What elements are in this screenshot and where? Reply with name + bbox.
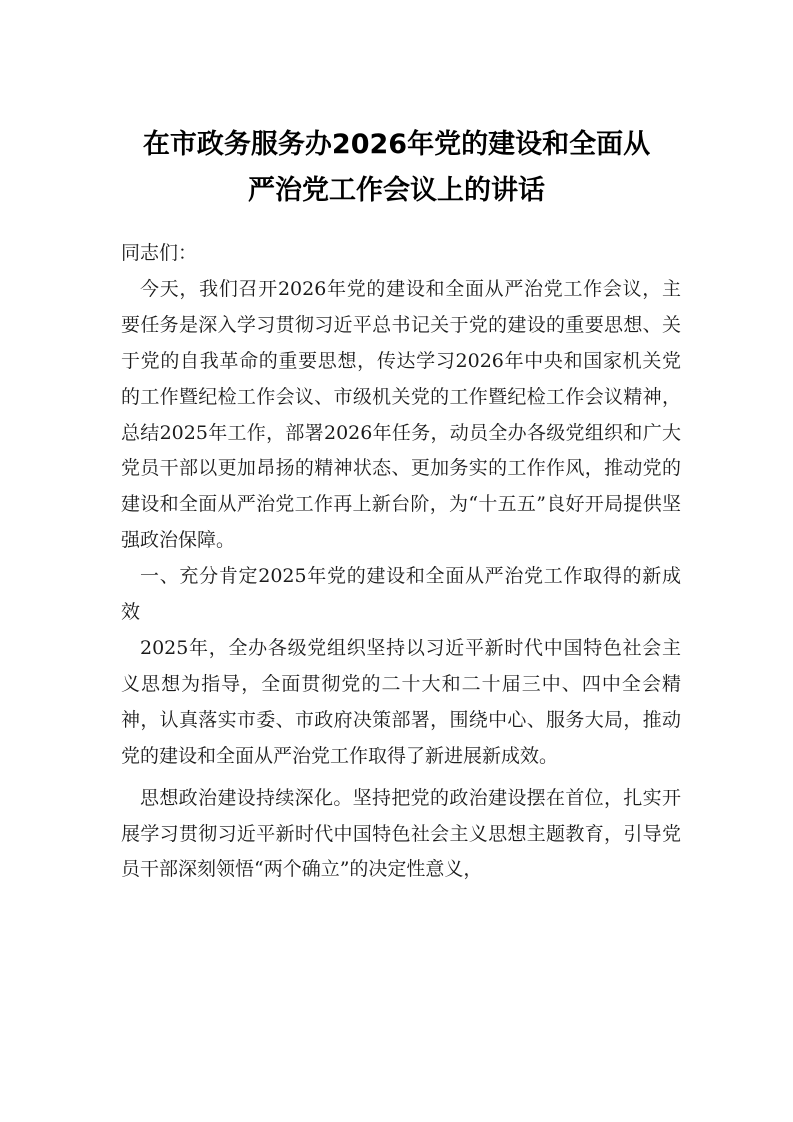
document-title-line-1: 在市政务服务办2026年党的建设和全面从 [142, 129, 651, 160]
paragraph-opening: 今天，我们召开2026年党的建设和全面从严治党工作会议，主要任务是深入学习贯彻习近平总书记关于党的建设的重要思想、关于党的自我革命的重要思想，传达学习2026年中央和国家机关党的工作暨纪检工作会议、市级机关党的工作暨纪检工作会议精神，总结2025年工作，部署2026年任务，动员全办各级党组织和广大党员干部以更加昂扬的精神状态、更加务实的工作作风，推动党的建设和全面从严治党工作再上新台阶，为“十五五”良好开局提供坚强政治保障。 [121, 277, 681, 552]
document-body [121, 236, 681, 888]
paragraph-2025-summary: 2025年，全办各级党组织坚持以习近平新时代中国特色社会主义思想为指导，全面贯彻党的二十大和二十届三中、四中全会精神，认真落实市委、市政府决策部署，围绕中心、服务大局，推动党的建设和全面从严治党工作取得了新进展新成效。 [121, 636, 681, 767]
paragraph-ideological-political: 思想政治建设持续深化。坚持把党的政治建设摆在首位，扎实开展学习贯彻习近平新时代中国特色社会主义思想主题教育，引导党员干部深刻领悟“两个确立”的决定性意义， [121, 786, 681, 881]
salutation: 同志们： [121, 242, 198, 264]
section-heading-1: 一、充分肯定2025年党的建设和全面从严治党工作取得的新成效 [121, 565, 681, 624]
document-title-line-2: 严治党工作会议上的讲话 [248, 175, 545, 206]
